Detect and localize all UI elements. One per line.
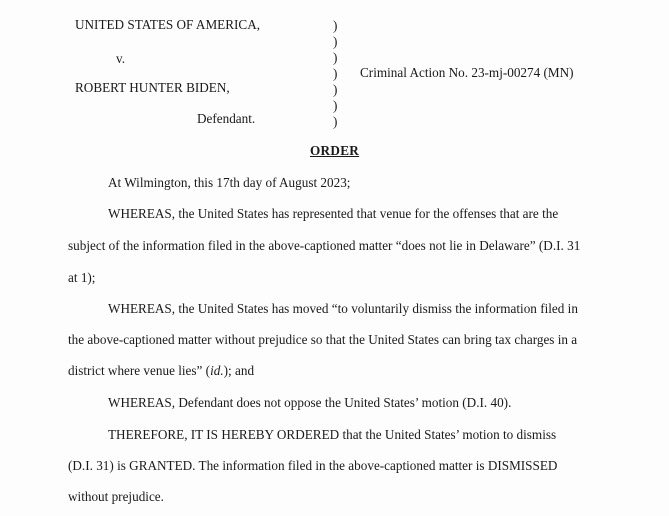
caption-paren: ) [333, 66, 338, 81]
defendant-role: Defendant. [197, 111, 256, 126]
order-line: at 1); [68, 270, 96, 285]
order-line: without prejudice. [68, 489, 164, 504]
order-title: ORDER [310, 143, 360, 158]
caption-paren: ) [333, 82, 338, 97]
caption-paren: ) [333, 18, 338, 33]
order-line: (D.I. 31) is GRANTED. The information filed in the above-captioned matter is DISMISSED [68, 458, 558, 473]
order-line-whereas-1: WHEREAS, the United States has represented that venue for the offenses that are the [108, 206, 559, 221]
order-line: subject of the information filed in the above-captioned matter “does not lie in Delaware” (D.I. 31 [68, 238, 581, 253]
case-number: Criminal Action No. 23-mj-00274 (MN) [360, 65, 574, 80]
citation-id: id. [210, 363, 224, 378]
cropped-court-header [200, 0, 500, 2]
order-line-whereas-3: WHEREAS, Defendant does not oppose the United States’ motion (D.I. 40). [108, 395, 512, 410]
order-line: the above-captioned matter without prejudice so that the United States can bring tax charges in a [68, 332, 578, 347]
order-line-whereas-2: WHEREAS, the United States has moved “to voluntarily dismiss the information filed in [108, 301, 578, 316]
caption-paren: ) [333, 114, 338, 129]
caption-paren: ) [333, 98, 338, 113]
plaintiff-name: UNITED STATES OF AMERICA, [75, 17, 261, 32]
versus-label: v. [116, 51, 126, 66]
caption-paren: ) [333, 34, 338, 49]
order-line-date: At Wilmington, this 17th day of August 2023; [108, 175, 351, 190]
order-line: district where venue lies” (id.); and [68, 363, 255, 378]
order-line-therefore: THEREFORE, IT IS HEREBY ORDERED that the United States’ motion to dismiss [108, 427, 557, 442]
caption-paren: ) [333, 50, 338, 65]
defendant-name: ROBERT HUNTER BIDEN, [75, 80, 230, 95]
